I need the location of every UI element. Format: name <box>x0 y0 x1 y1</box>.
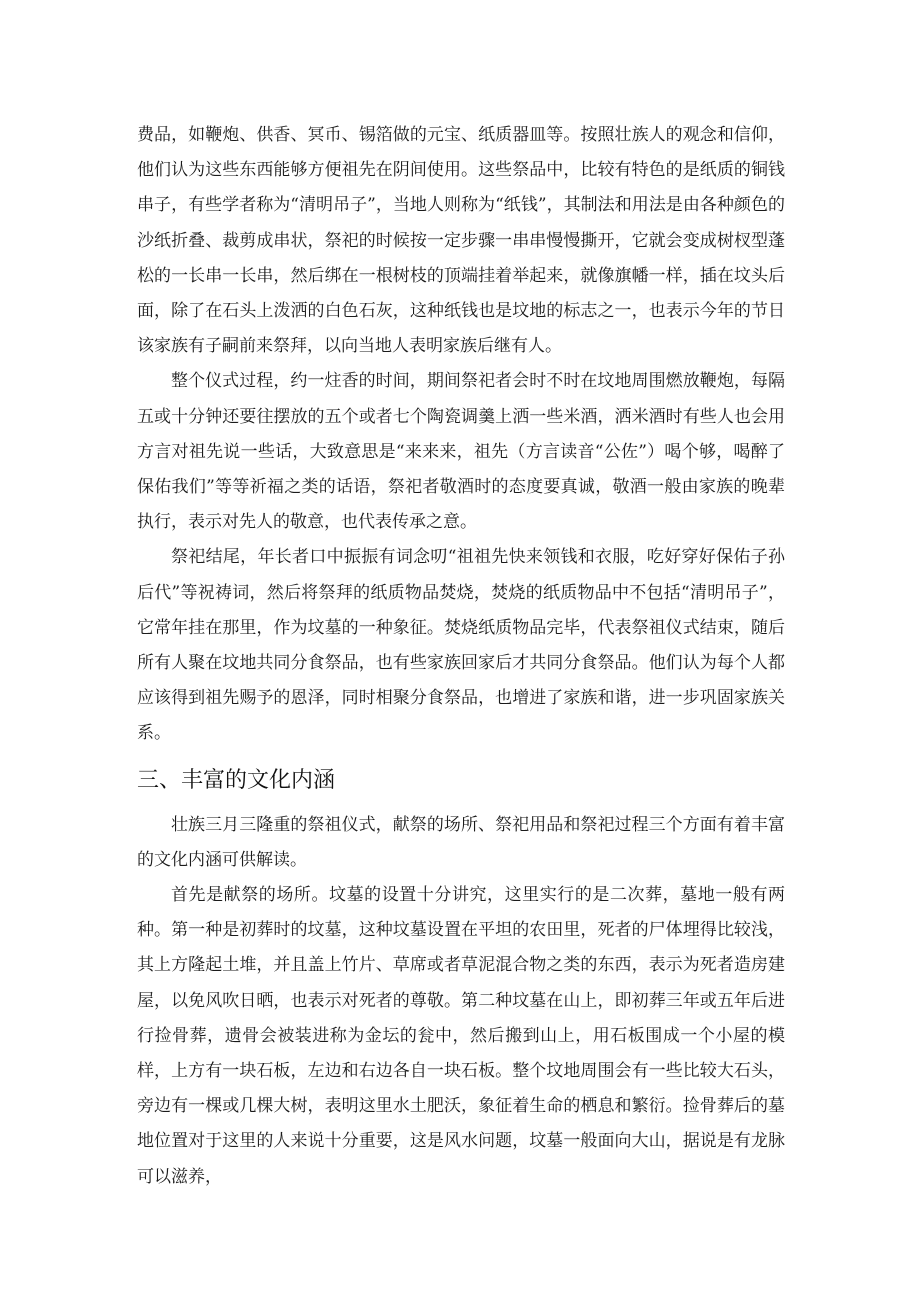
paragraph-ritual-process: 整个仪式过程，约一炷香的时间，期间祭祀者会时不时在坟地周围燃放鞭炮，每隔五或十分钟还要往摆放的五个或者七个陶瓷调羹上洒一些米酒，洒米酒时有些人也会用方言对祖先说一些话，大致意思是“来来来，祖先（方言读音“公佐”）喝个够，喝醉了保佑我们”等等祈福之类的话语，祭祀者敬酒时的态度要真诚，敬酒一般由家族的晚辈执行，表示对先人的敬意，也代表传承之意。 <box>137 371 785 533</box>
paragraph-burial-site: 首先是献祭的场所。坟墓的设置十分讲究，这里实行的是二次葬，墓地一般有两种。第一种是初葬时的坟墓，这种坟墓设置在平坦的农田里，死者的尸体埋得比较浅，其上方隆起土堆，并且盖上竹片、草席或者草泥混合物之类的东西，表示为死者造房建屋，以免风吹日晒，也表示对死者的尊敬。第二种坟墓在山上，即初葬三年或五年后进行捡骨葬，遗骨会被装进称为金坛的瓮中，然后搬到山上，用石板围成一个小屋的模样，上方有一块石板，左边和右边各自一块石板。整个坟地周围会有一些比较大石头，旁边有一棵或几棵大树，表明这里水土肥沃，象征着生命的栖息和繁衍。捡骨葬后的墓地位置对于这里的人来说十分重要，这是风水问题，坟墓一般面向大山，据说是有龙脉可以滋养， <box>137 885 785 1187</box>
paragraph-cultural-intro: 壮族三月三隆重的祭祖仪式，献祭的场所、祭祀用品和祭祀过程三个方面有着丰富的文化内涵可供解读。 <box>137 814 785 870</box>
paragraph-offerings: 费品，如鞭炮、供香、冥币、锡箔做的元宝、纸质器皿等。按照壮族人的观念和信仰，他们认为这些东西能够方便祖先在阴间使用。这些祭品中，比较有特色的是纸质的铜钱串子，有些学者称为“清明吊子”，当地人则称为“纸钱”，其制法和用法是由各种颜色的沙纸折叠、裁剪成串状，祭祀的时候按一定步骤一串串慢慢撕开，它就会变成树杈型蓬松的一长串一长串，然后绑在一根树枝的顶端挂着举起来，就像旗幡一样，插在坟头后面，除了在石头上泼洒的白色石灰，这种纸钱也是坟地的标志之一，也表示今年的节日该家族有子嗣前来祭拜，以向当地人表明家族后继有人。 <box>137 125 785 357</box>
paragraph-ritual-ending: 祭祀结尾，年长者口中振振有词念叨“祖祖先快来领钱和衣服，吃好穿好保佑子孙后代”等祝祷词，然后将祭拜的纸质物品焚烧，焚烧的纸质物品中不包括“清明吊子”，它常年挂在那里，作为坟墓的一种象征。焚烧纸质物品完毕，代表祭祖仪式结束，随后所有人聚在坟地共同分食祭品，也有些家族回家后才共同分食祭品。他们认为每个人都应该得到祖先赐予的恩泽，同时相聚分食祭品，也增进了家族和谐，进一步巩固家族关系。 <box>137 547 785 744</box>
document-body <box>137 118 785 1195</box>
section-heading: 三、丰富的文化内涵 <box>137 767 336 793</box>
